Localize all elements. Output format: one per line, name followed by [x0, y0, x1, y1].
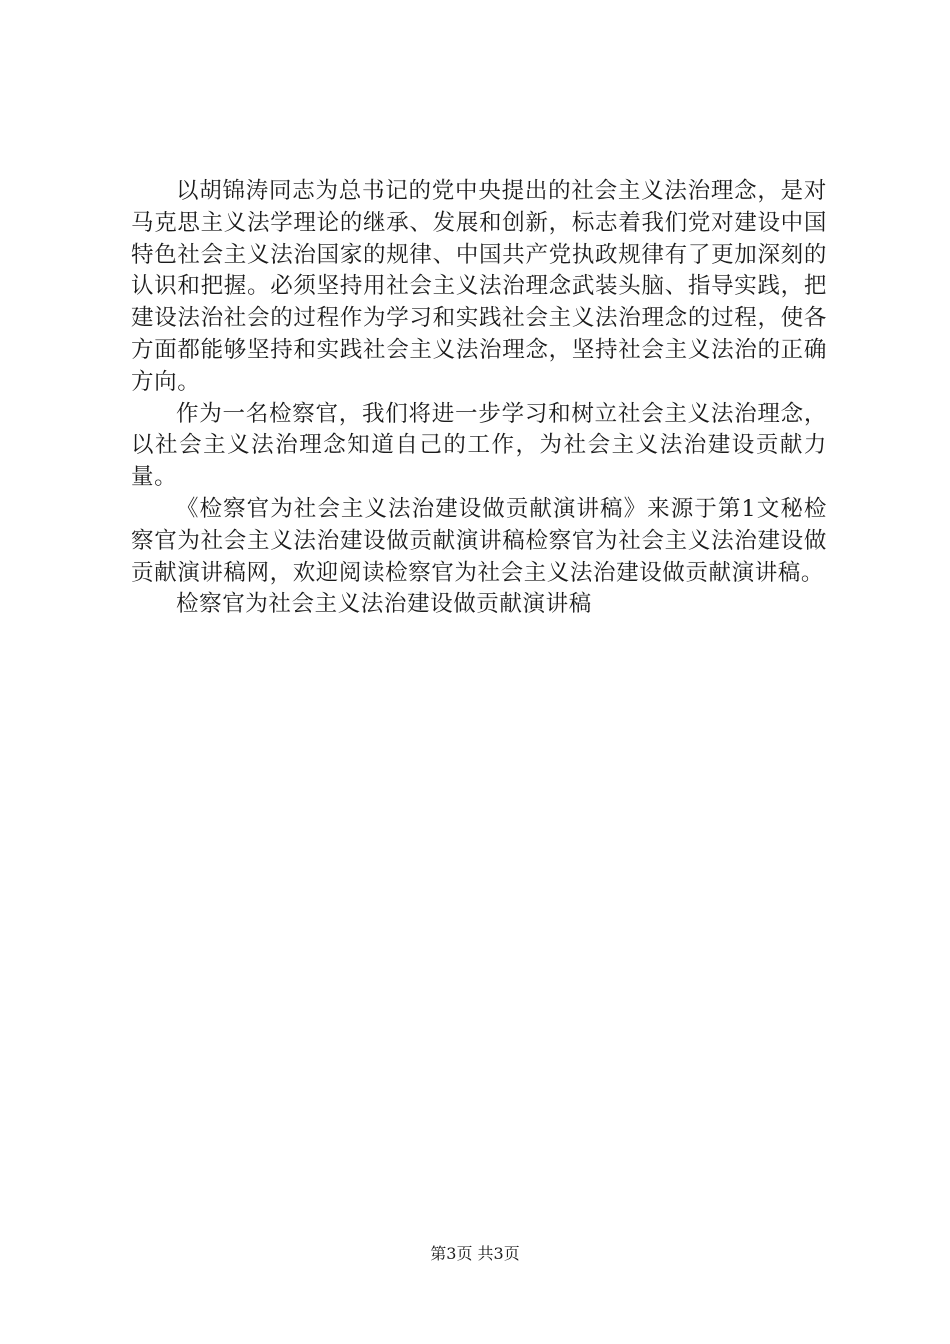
document-body: [131, 176, 827, 621]
paragraph-prosecutor-commitment: 作为一名检察官，我们将进一步学习和树立社会主义法治理念，以社会主义法治理念知道自己的工作，为社会主义法治建设贡献力量。: [131, 400, 827, 491]
paragraph-rule-of-law-concept: 以胡锦涛同志为总书记的党中央提出的社会主义法治理念，是对马克思主义法学理论的继承、发展和创新，标志着我们党对建设中国特色社会主义法治国家的规律、中国共产党执政规律有了更加深刻的认识和把握。必须坚持用社会主义法治理念武装头脑、指导实践，把建设法治社会的过程作为学习和实践社会主义法治理念的过程，使各方面都能够坚持和实践社会主义法治理念，坚持社会主义法治的正确方向。: [131, 178, 827, 395]
paragraph-source-note: 《检察官为社会主义法治建设做贡献演讲稿》来源于第1文秘检察官为社会主义法治建设做贡献演讲稿检察官为社会主义法治建设做贡献演讲稿网，欢迎阅读检察官为社会主义法治建设做贡献演讲稿。: [131, 495, 827, 586]
paragraph-closing-title: 检察官为社会主义法治建设做贡献演讲稿: [176, 591, 592, 618]
page-number-footer: 第3页 共3页: [430, 1244, 520, 1263]
